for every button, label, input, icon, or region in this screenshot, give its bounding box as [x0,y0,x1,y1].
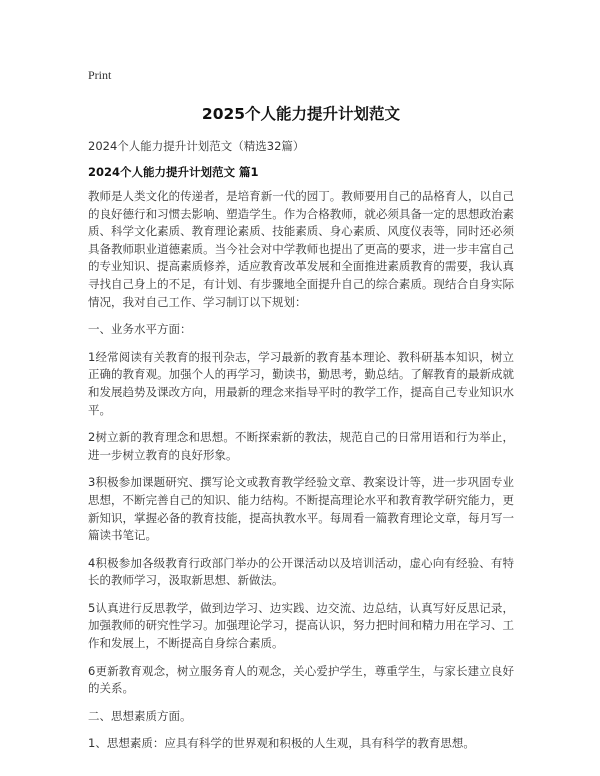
paragraph-item-1: 1经常阅读有关教育的报刊杂志，学习最新的教育基本理论、教科研基本知识，树立正确的教育观。加强个人的再学习，勤读书，勤思考，勤总结。了解教育的最新成就和发展趋势及课改方向，用最新的理念来指导平时的教学工作，提高自己专业知识水平。 [88,349,514,417]
print-link[interactable]: Print [88,68,112,82]
paragraph-item-5: 5认真进行反思教学，做到边学习、边实践、边交流、边总结，认真写好反思记录，加强教师的研究性学习。加强理论学习，提高认识，努力把时间和精力用在学习、工作和发展上，不断提高自身综合素质。 [88,600,514,651]
paragraph-intro: 教师是人类文化的传递者，是培育新一代的园丁。教师要用自己的品格育人，以自己的良好德行和习惯去影响、塑造学生。作为合格教师，就必须具备一定的思想政治素质、科学文化素质、教育理论素质、技能素质、身心素质、风度仪表等，同时还必须具备教师职业道德素质。当今社会对中学教师也提出了更高的要求，进一步丰富自己的专业知识、提高素质修养，适应教育改革发展和全面推进素质教育的需要，我认真寻找自己身上的不足，有计划、有步骤地全面提升自己的综合素质。现结合自身实际情况，我对自己工作、学习制订以下规划： [88,189,514,309]
paragraph-item-6: 6更新教育观念，树立服务育人的观念，关心爱护学生，尊重学生，与家长建立良好的关系。 [88,663,514,696]
paragraph-heading-thought: 二、思想素质方面。 [88,708,192,723]
section-heading: 2024个人能力提升计划范文 篇1 [88,165,259,179]
paragraph-item-2: 2树立新的教育理念和思想。不断探索新的教法，规范自己的日常用语和行为举止，进一步树立教育的良好形象。 [88,430,514,462]
document-page [88,66,514,753]
paragraph-thought-1: 1、思想素质：应具有科学的世界观和积极的人生观，具有科学的教育思想。 [88,736,475,751]
paragraph-item-3: 3积极参加课题研究、撰写论文或教育教学经验文章、教案设计等，进一步巩固专业思想，不断完善自己的知识、能力结构。不断提高理论水平和教育教学研究能力，更新知识，掌握必备的教育技能，提高执教水平。每周看一篇教育理论文章，每月写一篇读书笔记。 [88,475,514,543]
paragraph-item-4: 4积极参加各级教育行政部门举办的公开课活动以及培训活动，虚心向有经验、有特长的教师学习，汲取新思想、新做法。 [88,555,514,588]
document-subtitle: 2024个人能力提升计划范文（精选32篇） [88,139,305,153]
paragraph-heading-business: 一、业务水平方面： [88,322,192,337]
page-title: 2025个人能力提升计划范文 [201,105,401,123]
